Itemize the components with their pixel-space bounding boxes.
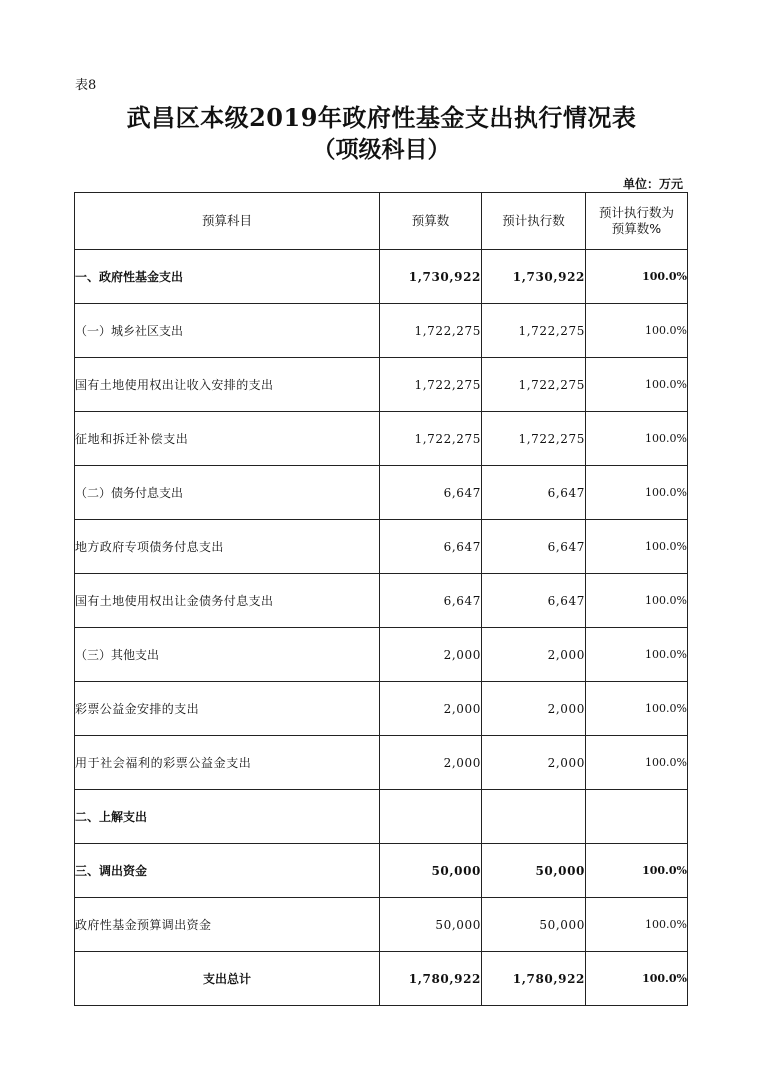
row-executed: 50,000 — [482, 844, 586, 898]
row-budget: 2,000 — [380, 736, 482, 790]
row-budget: 50,000 — [380, 844, 482, 898]
row-ratio: 100.0% — [586, 628, 688, 682]
row-ratio: 100.0% — [586, 574, 688, 628]
row-executed: 6,647 — [482, 520, 586, 574]
table-row — [75, 574, 688, 628]
row-ratio: 100.0% — [586, 358, 688, 412]
row-budget: 6,647 — [380, 466, 482, 520]
expenditure-table — [74, 192, 688, 1006]
table-total-row — [75, 952, 688, 1006]
unit-label: 单位：万元 — [622, 177, 683, 191]
row-budget: 1,722,275 — [380, 304, 482, 358]
row-ratio: 100.0% — [586, 898, 688, 952]
row-item-name: 用于社会福利的彩票公益金支出 — [75, 736, 380, 790]
row-budget: 6,647 — [380, 520, 482, 574]
table-row — [75, 358, 688, 412]
row-executed — [482, 790, 586, 844]
header-execution-ratio-line1: 预计执行数为 — [598, 205, 674, 220]
table-row — [75, 466, 688, 520]
row-item-name: （三）其他支出 — [75, 628, 380, 682]
row-budget: 1,722,275 — [380, 412, 482, 466]
row-item-name: 征地和拆迁补偿支出 — [75, 412, 380, 466]
header-execution-ratio — [586, 193, 688, 250]
table-row — [75, 628, 688, 682]
row-executed: 1,730,922 — [482, 250, 586, 304]
table-row — [75, 682, 688, 736]
table-header-row — [75, 193, 688, 250]
total-ratio: 100.0% — [586, 952, 688, 1006]
header-budget-amount: 预算数 — [380, 193, 482, 250]
row-item-name: 彩票公益金安排的支出 — [75, 682, 380, 736]
header-execution-ratio-line2: 预算数% — [611, 221, 662, 236]
row-ratio: 100.0% — [586, 520, 688, 574]
row-budget — [380, 790, 482, 844]
row-budget: 2,000 — [380, 628, 482, 682]
row-item-name: 国有土地使用权出让金债务付息支出 — [75, 574, 380, 628]
row-item-name: 三、调出资金 — [75, 844, 380, 898]
total-budget: 1,780,922 — [380, 952, 482, 1006]
row-executed: 1,722,275 — [482, 412, 586, 466]
header-executed-amount: 预计执行数 — [482, 193, 586, 250]
row-ratio: 100.0% — [586, 250, 688, 304]
page-title: 武昌区本级2019年政府性基金支出执行情况表 — [126, 103, 637, 132]
row-ratio: 100.0% — [586, 682, 688, 736]
row-item-name: 政府性基金预算调出资金 — [75, 898, 380, 952]
row-ratio: 100.0% — [586, 304, 688, 358]
row-executed: 6,647 — [482, 466, 586, 520]
total-executed: 1,780,922 — [482, 952, 586, 1006]
row-budget: 1,722,275 — [380, 358, 482, 412]
row-ratio — [586, 790, 688, 844]
header-budget-item: 预算科目 — [75, 193, 380, 250]
row-executed: 6,647 — [482, 574, 586, 628]
row-ratio: 100.0% — [586, 412, 688, 466]
row-budget: 1,730,922 — [380, 250, 482, 304]
row-budget: 2,000 — [380, 682, 482, 736]
row-item-name: 地方政府专项债务付息支出 — [75, 520, 380, 574]
table-row — [75, 736, 688, 790]
row-executed: 1,722,275 — [482, 304, 586, 358]
row-executed: 50,000 — [482, 898, 586, 952]
row-budget: 50,000 — [380, 898, 482, 952]
table-row — [75, 844, 688, 898]
row-item-name: （二）债务付息支出 — [75, 466, 380, 520]
table-row — [75, 520, 688, 574]
row-executed: 2,000 — [482, 682, 586, 736]
page-subtitle: （项级科目） — [312, 136, 451, 163]
row-item-name: 国有土地使用权出让收入安排的支出 — [75, 358, 380, 412]
table-row — [75, 790, 688, 844]
row-budget: 6,647 — [380, 574, 482, 628]
table-row — [75, 250, 688, 304]
row-executed: 2,000 — [482, 628, 586, 682]
row-item-name: 二、上解支出 — [75, 790, 380, 844]
row-ratio: 100.0% — [586, 844, 688, 898]
table-number: 表8 — [75, 78, 97, 93]
row-executed: 1,722,275 — [482, 358, 586, 412]
table-row — [75, 898, 688, 952]
row-ratio: 100.0% — [586, 466, 688, 520]
table-row — [75, 304, 688, 358]
table-row — [75, 412, 688, 466]
total-label: 支出总计 — [75, 952, 380, 1006]
row-item-name: 一、政府性基金支出 — [75, 250, 380, 304]
row-ratio: 100.0% — [586, 736, 688, 790]
row-executed: 2,000 — [482, 736, 586, 790]
row-item-name: （一）城乡社区支出 — [75, 304, 380, 358]
